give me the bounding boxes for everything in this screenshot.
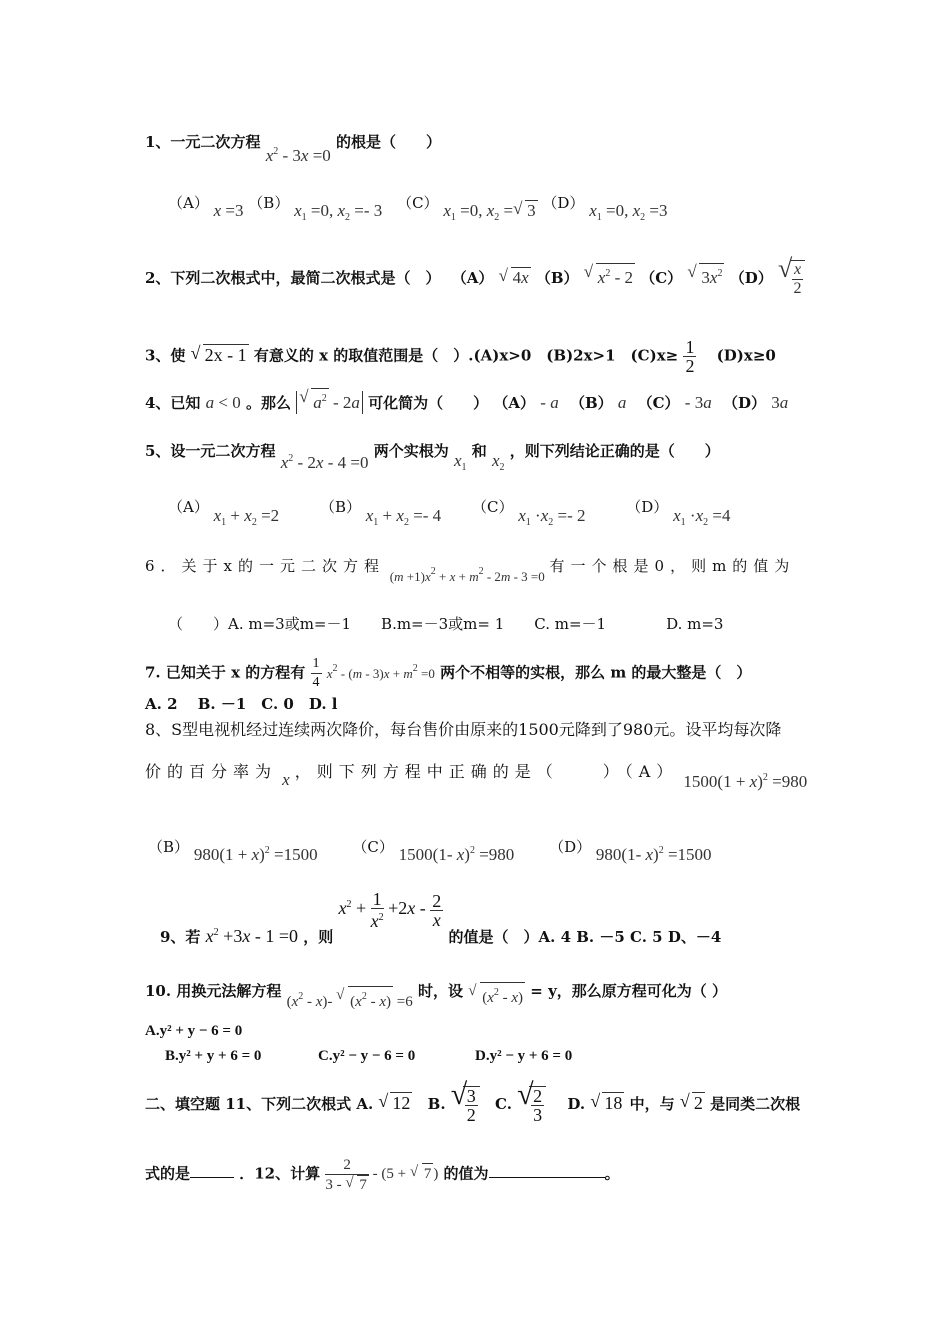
q9-expression: $x^2$ + $\frac{1}{x^2}$ +2x - $\frac{2}{x}$: [338, 889, 442, 931]
question-7: [145, 655, 751, 692]
q1-tail: 的根是（ ）: [336, 133, 442, 151]
q4-opt-b-math: a: [617, 393, 627, 412]
q5-opt-c-math: $x_1 \cdot x_2 =- 2$: [518, 506, 586, 528]
q6-equation: $(m +1)x^2 + x + m^2 - 2m - 3 =0$: [389, 566, 545, 584]
q1-opt-d-math: $x_1 =0$, $x_2 =3$: [589, 201, 668, 223]
question-6: [145, 552, 796, 584]
q9-stem: 9、若: [160, 928, 201, 947]
q11-opt-d-label: D.: [567, 1095, 586, 1114]
q2-opt-a-label: （A）: [451, 268, 494, 287]
q5-opt-d-label: （D）: [626, 498, 669, 516]
q11-opt-b-math: √ $\frac{3}{2}$: [451, 1093, 480, 1113]
q1-opt-b-math: $x_1 =0$, $x_2 =- 3$: [294, 201, 383, 223]
q3-tail: (D)x≥0: [701, 346, 776, 365]
q7-options: A. 2 B. －1 C. 0 D. l: [145, 695, 338, 713]
q8-opt-b-label: （B）: [148, 838, 190, 856]
q5-opt-a-math: $x_1 + x_2 =2$: [213, 506, 280, 528]
q8-options: [148, 833, 712, 864]
q4-opt-c-label: （C）: [637, 394, 680, 412]
q9-tail: 的值是（ ）A. 4 B. －5 C. 5 D、－4: [448, 928, 722, 947]
q12-tail: 的值为: [443, 1164, 489, 1183]
q10-opt-d: D.y² − y + 6 = 0: [475, 1048, 573, 1064]
q3-radical: √ 2x - 1: [191, 345, 249, 365]
q10-mid: 时，设: [417, 982, 463, 1000]
q6-stem: 6．关于x的一元二次方程: [145, 557, 386, 575]
q4-opt-b-label: （B）: [569, 394, 613, 412]
q12-answer-blank[interactable]: [489, 1163, 605, 1178]
question-10: [145, 976, 728, 1010]
question-8: [145, 758, 808, 791]
q1-opt-a-math: x =3: [213, 201, 244, 220]
q8-opt-d-label: （D）: [549, 838, 592, 856]
q11-answer-blank[interactable]: [190, 1163, 234, 1178]
q11-line2-text: 式的是: [145, 1164, 191, 1183]
q5-mid1: 两个实根为: [373, 442, 449, 460]
q5-opt-c-label: （C）: [471, 498, 514, 516]
q2-opt-c-math: √ $3x^2$: [687, 268, 724, 287]
q8-variable: x: [282, 770, 290, 789]
q1-stem: 1、一元二次方程: [145, 133, 261, 151]
q9-condition: $x^2 +3x - 1 =0$: [205, 926, 298, 947]
q4-mid: 。那么: [246, 394, 292, 412]
q5-opt-b-math: $x_1 + x_2 =- 4$: [365, 506, 442, 528]
q11-line2: [145, 1156, 620, 1194]
q1-opt-d-label: （D）: [542, 194, 585, 212]
q11-opt-d-math: √ 18: [590, 1093, 624, 1113]
question-11: [145, 1086, 800, 1124]
q10-tail: = y，那么原方程可化为（ ）: [530, 982, 728, 1000]
q2-opt-d-label: （D）: [729, 268, 773, 287]
q4-tail: 可化简为（ ）: [368, 394, 489, 412]
q5-x1: $x_1$: [453, 451, 467, 473]
q8-line2b: ，则下列方程中正确的是（ ）（A）: [294, 762, 679, 781]
q5-equation: $x^2 - 2x - 4 =0$: [280, 453, 369, 472]
q1-opt-a-label: （A）: [168, 194, 209, 212]
q2-opt-c-label: （C）: [640, 268, 683, 287]
q11-opt-c-math: √ $\frac{2}{3}$: [517, 1093, 546, 1113]
q4-opt-d-math: 3a: [771, 393, 789, 412]
q4-opt-d-label: （D）: [722, 394, 766, 412]
q5-mid2: 和: [471, 442, 487, 460]
q8-line1: 8、S型电视机经过连续两次降价，每台售价由原来的1500元降到了980元。设平均每次降: [145, 720, 782, 739]
q1-opt-c-math: $x_1 =0$, $x_2$ =√ 3: [443, 201, 537, 220]
q12-expression: $\frac{2}{3 - √ 7}$ - (5 + √ 7 ): [325, 1166, 438, 1182]
q3-half: $\frac{1}{2}$: [685, 337, 695, 376]
q8-opt-c-label: （C）: [352, 838, 394, 856]
q4-expression: √ $a^2 - 2a$: [296, 391, 363, 414]
q11-stem: 二、填空题 11、下列二次根式 A.: [145, 1095, 374, 1114]
q10-opt-a: A.y² + y − 6 = 0: [145, 1023, 243, 1039]
q8-opt-d-math: 980(1- x)$^2$ =1500: [595, 845, 712, 864]
q5-tail: ，则下列结论正确的是（ ）: [509, 442, 720, 460]
q4-opt-a-math: - a: [540, 393, 559, 412]
q6-options: （ ）A. m=3或m=－1 B.m=－3或m= 1 C. m=－1 D. m=3: [168, 615, 724, 633]
q12-end: 。: [604, 1164, 620, 1183]
q7-tail: 两个不相等的实根，那么 m 的最大整是（ ）: [440, 663, 752, 682]
q11-tail: 是同类二次根: [710, 1095, 801, 1114]
q5-opt-a-label: （A）: [168, 498, 209, 516]
q11-opt-a-math: √ 12: [378, 1093, 412, 1113]
q3-stem: 3、使: [145, 346, 186, 365]
q8-opt-a-math: $1500(1 + x)^2 =980$: [683, 772, 808, 791]
q2-opt-d-math: √ $\frac{x}{2}$: [778, 268, 805, 287]
q7-stem: 7. 已知关于 x 的方程有: [145, 663, 306, 682]
q2-opt-a-math: √ 4x: [499, 268, 531, 287]
q8-opt-c-math: 1500(1- x)$^2$ =980: [398, 845, 515, 864]
q10-substitution: √ $(x^2 - x)$: [468, 990, 525, 1006]
q5-opt-b-label: （B）: [319, 498, 361, 516]
q10-stem: 10. 用换元法解方程: [145, 982, 282, 1000]
q2-stem: 2、下列二次根式中，最简二次根式是（ ）: [145, 268, 441, 287]
q11-opt-b-label: B.: [427, 1095, 446, 1114]
q4-opt-c-math: - 3a: [684, 393, 712, 412]
q7-quarter: $\frac{1}{4}$: [312, 656, 320, 690]
q5-options: [168, 497, 731, 528]
q11-reference: √ 2: [680, 1093, 705, 1113]
q1-opt-c-label: （C）: [397, 194, 439, 212]
q12-stem: ．12、计算: [239, 1164, 321, 1183]
q5-opt-d-math: $x_1 \cdot x_2 =4$: [673, 506, 731, 528]
q10-opt-c: C.y² − y − 6 = 0: [318, 1048, 416, 1064]
q1-equation: $x^2 - 3x =0$: [265, 146, 331, 165]
q1-opt-b-label: （B）: [248, 194, 290, 212]
question-9: [160, 889, 722, 947]
q2-opt-b-math: √ $x^2 - 2$: [584, 268, 635, 287]
q7-equation: $x^2 - (m - 3)x + m^2 =0$: [326, 662, 435, 681]
q10-equation: $(x^2 - x)-$ √ $(x^2 - x) =6$: [287, 994, 413, 1010]
q11-opt-c-label: C.: [495, 1095, 512, 1114]
q10-opt-b: B.y² + y + 6 = 0: [165, 1048, 262, 1064]
question-4: [145, 388, 788, 413]
q4-stem: 4、已知: [145, 394, 201, 412]
q3-mid: 有意义的 x 的取值范围是（ ）.(A)x>0 (B)2x>1 (C)x≥: [253, 346, 679, 365]
q11-mid: 中，与: [629, 1095, 675, 1114]
q8-opt-b-math: $980(1 + x)^2 =1500$: [193, 845, 318, 864]
q4-condition: a < 0: [205, 393, 241, 412]
question-1: [145, 128, 442, 165]
q5-stem: 5、设一元二次方程: [145, 442, 276, 460]
q2-opt-b-label: （B）: [535, 268, 579, 287]
q1-options: [168, 192, 808, 223]
q4-opt-a-label: （A）: [493, 394, 536, 412]
q6-tail: 有一个根是0，则m的值为: [549, 557, 796, 575]
question-3: [145, 338, 776, 375]
q8-line2: 价的百分率为: [145, 762, 278, 781]
question-5: [145, 437, 720, 473]
q9-mid: ，则: [303, 928, 334, 947]
question-2: [145, 260, 805, 298]
q5-x2: $x_2$: [491, 451, 505, 473]
